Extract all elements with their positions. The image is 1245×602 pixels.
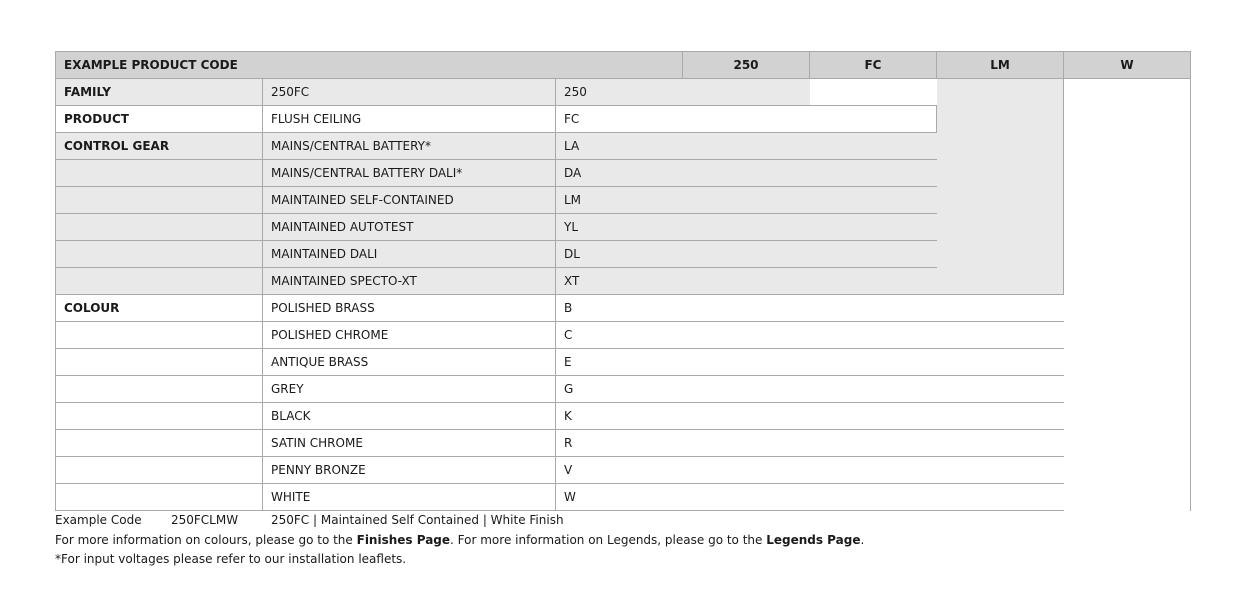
colour-name: GREY	[263, 376, 556, 403]
more-info-text: .	[860, 532, 865, 547]
colour-row	[56, 322, 1191, 349]
product-label: PRODUCT	[56, 106, 263, 133]
family-label: FAMILY	[56, 79, 263, 106]
colour-name: PENNY BRONZE	[263, 457, 556, 484]
colour-name: POLISHED CHROME	[263, 322, 556, 349]
header-row	[56, 52, 1191, 79]
colour-row	[56, 295, 1191, 322]
family-row	[56, 79, 1191, 106]
colour-name: WHITE	[263, 484, 556, 511]
colour-code: R	[556, 430, 1064, 457]
colour-code: G	[556, 376, 1064, 403]
colour-code: E	[556, 349, 1064, 376]
product-code-table-wrapper	[55, 51, 1191, 511]
footer-notes	[55, 511, 864, 570]
colour-row	[56, 376, 1191, 403]
finishes-page-link[interactable]: Finishes Page	[356, 532, 451, 547]
example-code-value: 250FCLMW	[171, 513, 239, 527]
colour-row	[56, 403, 1191, 430]
family-code: 250	[556, 79, 810, 106]
control-gear-label: CONTROL GEAR	[56, 133, 263, 160]
footnote: *For input voltages please refer to our installation leaflets.	[55, 552, 407, 566]
control-gear-shaded-column	[937, 79, 1064, 295]
control-gear-name: MAINTAINED SPECTO-XT	[263, 268, 556, 295]
header-code-colour: W	[1064, 52, 1191, 79]
colour-row	[56, 430, 1191, 457]
more-info-line	[55, 531, 864, 551]
colour-name: BLACK	[263, 403, 556, 430]
control-gear-code: DL	[556, 241, 937, 268]
example-code-line	[55, 511, 864, 531]
control-gear-name: MAINTAINED SELF-CONTAINED	[263, 187, 556, 214]
colour-code: C	[556, 322, 1064, 349]
control-gear-code: XT	[556, 268, 937, 295]
control-gear-name: MAINTAINED AUTOTEST	[263, 214, 556, 241]
colour-name: ANTIQUE BRASS	[263, 349, 556, 376]
colour-row	[56, 484, 1191, 511]
example-code-label: Example Code	[55, 513, 142, 527]
colour-code: V	[556, 457, 1064, 484]
example-product-code-title: EXAMPLE PRODUCT CODE	[56, 52, 683, 79]
control-gear-code: LM	[556, 187, 937, 214]
colour-name: POLISHED BRASS	[263, 295, 556, 322]
control-gear-code: LA	[556, 133, 937, 160]
colour-name: SATIN CHROME	[263, 430, 556, 457]
header-code-product: FC	[810, 52, 937, 79]
header-code-control-gear: LM	[937, 52, 1064, 79]
colour-code: W	[556, 484, 1064, 511]
control-gear-code: YL	[556, 214, 937, 241]
family-name: 250FC	[263, 79, 556, 106]
header-code-family: 250	[683, 52, 810, 79]
more-info-text: For more information on colours, please go to the	[55, 532, 357, 547]
control-gear-name: MAINTAINED DALI	[263, 241, 556, 268]
control-gear-name: MAINS/CENTRAL BATTERY*	[263, 133, 556, 160]
legends-page-link[interactable]: Legends Page	[766, 532, 861, 547]
product-code: FC	[556, 106, 937, 133]
colour-label: COLOUR	[56, 295, 263, 322]
control-gear-code: DA	[556, 160, 937, 187]
colour-code: B	[556, 295, 1064, 322]
more-info-text: . For more information on Legends, please go to the	[450, 532, 767, 547]
colour-code: K	[556, 403, 1064, 430]
product-name: FLUSH CEILING	[263, 106, 556, 133]
example-code-description: 250FC | Maintained Self Contained | White Finish	[271, 513, 564, 527]
control-gear-name: MAINS/CENTRAL BATTERY DALI*	[263, 160, 556, 187]
product-code-table	[55, 51, 1191, 511]
colour-row	[56, 457, 1191, 484]
colour-row	[56, 349, 1191, 376]
